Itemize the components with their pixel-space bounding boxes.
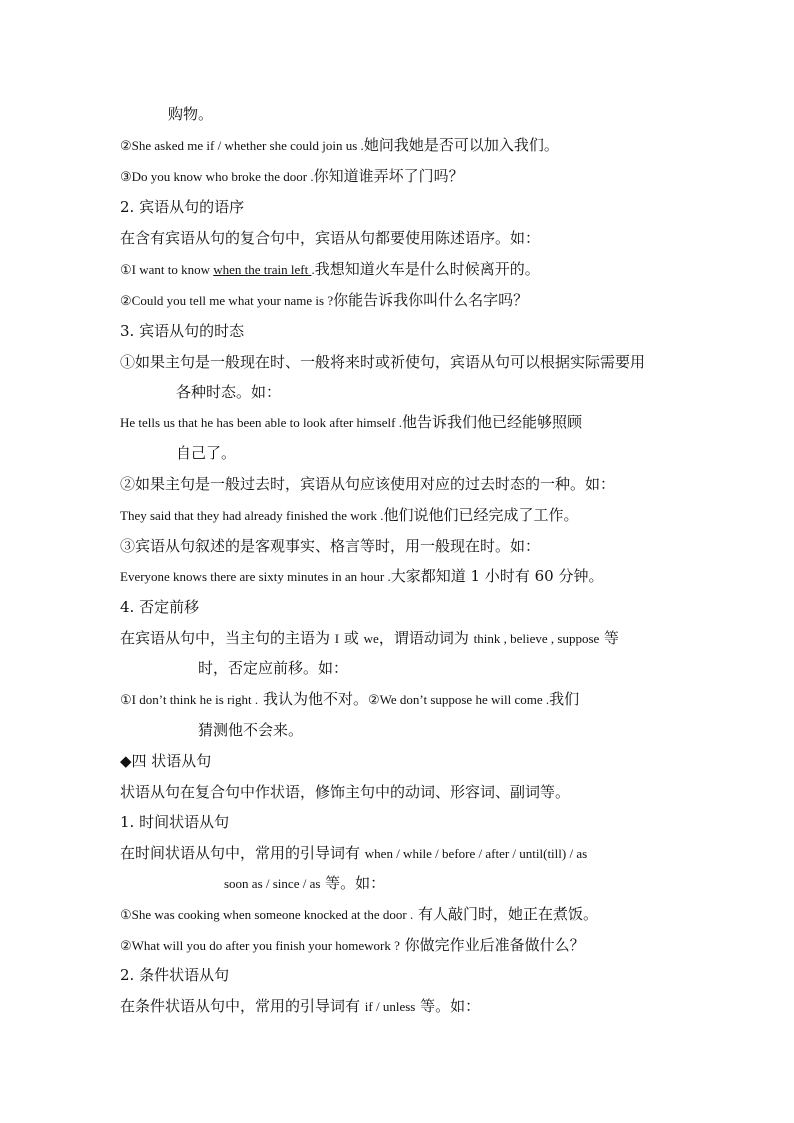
chinese-text: 在宾语从句中，当主句的主语为 [120, 629, 335, 647]
line-text: ②如果主句是一般过去时，宾语从句应该使用对应的过去时态的一种。如： [120, 475, 616, 493]
english-text: if / unless [364, 999, 416, 1014]
line-text: 购物。 [168, 105, 214, 123]
line-text: 自己了。 [176, 444, 237, 462]
chinese-text: 等。如： [415, 997, 481, 1015]
english-text: ②What will you do after you finish your homework ? [120, 938, 400, 953]
line-text: 在含有宾语从句的复合句中，宾语从句都要使用陈述语序。如： [120, 229, 541, 247]
text-line [120, 474, 615, 494]
text-line [120, 352, 645, 372]
section-heading [120, 812, 229, 832]
chinese-text: 在条件状语从句中，常用的引导词有 [120, 997, 365, 1015]
english-text: ②Could you tell me what your name is ? [120, 293, 334, 308]
english-text: They said that they had already finished the work . [120, 508, 384, 523]
chinese-text: 有人敲门时，她正在煮饭。 [413, 905, 599, 923]
text-line [168, 104, 213, 124]
text-line [120, 259, 540, 280]
text-line [198, 658, 348, 678]
chinese-text: 我们 [549, 690, 580, 708]
line-text: 时，否定应前移。如： [198, 659, 349, 677]
text-line [120, 935, 585, 956]
section-heading [120, 751, 211, 771]
line-text: 2. 条件状语从句 [120, 966, 230, 984]
text-line [120, 566, 603, 587]
line-text: 1. 时间状语从句 [120, 813, 230, 831]
chinese-text: 大家都知道 1 小时有 60 分钟。 [390, 567, 604, 585]
line-text: 猜测他不会来。 [198, 721, 304, 739]
chinese-text: 你做完作业后准备做什么？ [399, 936, 585, 954]
text-line [120, 135, 559, 156]
text-line [120, 628, 619, 649]
english-text: ③Do you know who broke the door . [120, 169, 314, 184]
chinese-text: 他告诉我们他已经能够照顾 [401, 413, 582, 431]
chinese-text: 我想知道火车是什么时候离开的。 [314, 260, 540, 278]
english-text: He tells us that he has been able to look after himself . [120, 415, 402, 430]
english-text: I [334, 631, 340, 646]
line-text: ◆四 状语从句 [120, 752, 212, 770]
english-text: Everyone knows there are sixty minutes in an hour . [120, 569, 391, 584]
chinese-text: 我认为他不对。 [258, 690, 368, 708]
text-line [120, 996, 480, 1017]
english-text: soon as / since / as [224, 876, 321, 891]
text-line [120, 536, 540, 556]
underlined-clause: when the train left [213, 262, 312, 277]
chinese-text: 你知道谁弄坏了门吗？ [313, 167, 464, 185]
line-text: 2. 宾语从句的语序 [120, 198, 245, 216]
english-text: we [363, 631, 379, 646]
text-line [224, 873, 385, 894]
chinese-text: 他们说他们已经完成了工作。 [383, 506, 579, 524]
english-text: ①I don’t think he is right . [120, 692, 259, 707]
section-heading [120, 965, 229, 985]
english-text: think , believe , suppose [473, 631, 600, 646]
line-text: 3. 宾语从句的时态 [120, 322, 245, 340]
english-text: ①She was cooking when someone knocked at the door . [120, 907, 414, 922]
text-line [176, 443, 236, 463]
chinese-text: 或 [339, 629, 364, 647]
text-line [120, 290, 528, 311]
section-heading [120, 321, 244, 341]
text-line [198, 720, 303, 740]
line-text: 状语从句在复合句中作状语，修饰主句中的动词、形容词、副词等。 [120, 783, 571, 801]
english-text: . [311, 262, 315, 277]
chinese-text: 她问我她是否可以加入我们。 [363, 136, 559, 154]
text-line [120, 782, 570, 802]
chinese-text: ，谓语动词为 [378, 629, 474, 647]
text-line [120, 843, 587, 864]
text-line [176, 382, 281, 402]
line-text: 各种时态。如： [176, 383, 282, 401]
english-text: ①I want to know [120, 262, 214, 277]
section-heading [120, 197, 244, 217]
chinese-text: 等 [599, 629, 620, 647]
chinese-text: 在时间状语从句中，常用的引导词有 [120, 844, 365, 862]
line-text: ①如果主句是一般现在时、一般将来时或祈使句，宾语从句可以根据实际需要用 [120, 353, 646, 371]
text-line [120, 689, 579, 710]
text-line [120, 904, 598, 925]
text-line [120, 505, 579, 526]
chinese-text: 你能告诉我你叫什么名字吗？ [333, 291, 529, 309]
text-line [120, 228, 540, 248]
english-text: ②We don’t suppose he will come . [367, 692, 550, 707]
section-heading [120, 597, 199, 617]
english-text: when / while / before / after / until(till) / as [364, 846, 588, 861]
chinese-text: 等。如： [320, 874, 386, 892]
text-line [120, 166, 464, 187]
line-text: ③宾语从句叙述的是客观事实、格言等时，用一般现在时。如： [120, 537, 541, 555]
line-text: 4. 否定前移 [120, 598, 200, 616]
text-line [120, 412, 582, 433]
english-text: ②She asked me if / whether she could join us . [120, 138, 364, 153]
